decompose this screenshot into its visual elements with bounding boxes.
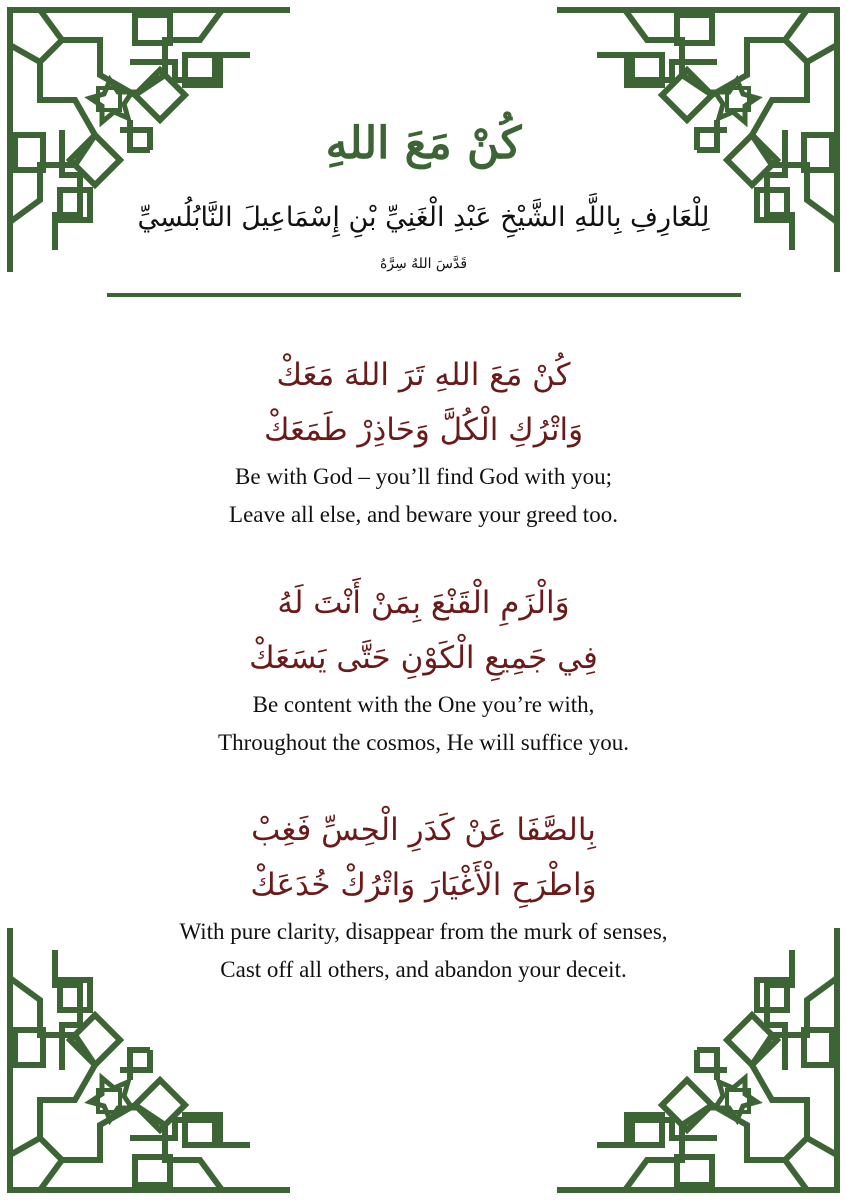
english-translation-line: Be content with the One you’re with, bbox=[252, 692, 595, 717]
author-line: لِلْعَارِفِ بِاللَّهِ الشَّيْخِ عَبْدِ الْغَنِيِّ بْنِ إِسْمَاعِيلَ النَّابُلُسِيِّ bbox=[137, 202, 710, 233]
arabic-verse-line: فِي جَمِيعِ الْكَوْنِ حَتَّى يَسَعَكْ bbox=[249, 640, 598, 676]
english-translation-line: Be with God – you’ll find God with you; bbox=[235, 464, 612, 489]
english-translation-line: Leave all else, and beware your greed too. bbox=[229, 502, 618, 527]
title-divider bbox=[107, 293, 741, 297]
english-translation-line: With pure clarity, disappear from the murk of senses, bbox=[179, 919, 668, 944]
page-title: كُنْ مَعَ اللهِ bbox=[325, 118, 522, 169]
english-translation-line: Throughout the cosmos, He will suffice you. bbox=[218, 730, 629, 755]
stanza-3 bbox=[0, 803, 847, 989]
arabic-verse-line: وَاطْرَحِ الْأَغْيَارَ وَاتْرُكْ خُدَعَكْ bbox=[250, 867, 597, 903]
arabic-verse-line: كُنْ مَعَ اللهِ تَرَ اللهَ مَعَكْ bbox=[276, 357, 571, 393]
english-translation-line: Cast off all others, and abandon your deceit. bbox=[220, 957, 627, 982]
stanza-1 bbox=[0, 348, 847, 534]
arabic-verse-line: وَاتْرُكِ الْكُلَّ وَحَاذِرْ طَمَعَكْ bbox=[263, 412, 584, 448]
arabic-verse-line: بِالصَّفَا عَنْ كَدَرِ الْحِسِّ فَغِبْ bbox=[251, 812, 596, 848]
honorific-line: قَدَّسَ اللهُ سِرَّهُ bbox=[379, 256, 468, 272]
arabic-verse-line: وَالْزَمِ الْقَنْعَ بِمَنْ أَنْتَ لَهُ bbox=[277, 585, 570, 621]
stanza-2 bbox=[0, 576, 847, 762]
